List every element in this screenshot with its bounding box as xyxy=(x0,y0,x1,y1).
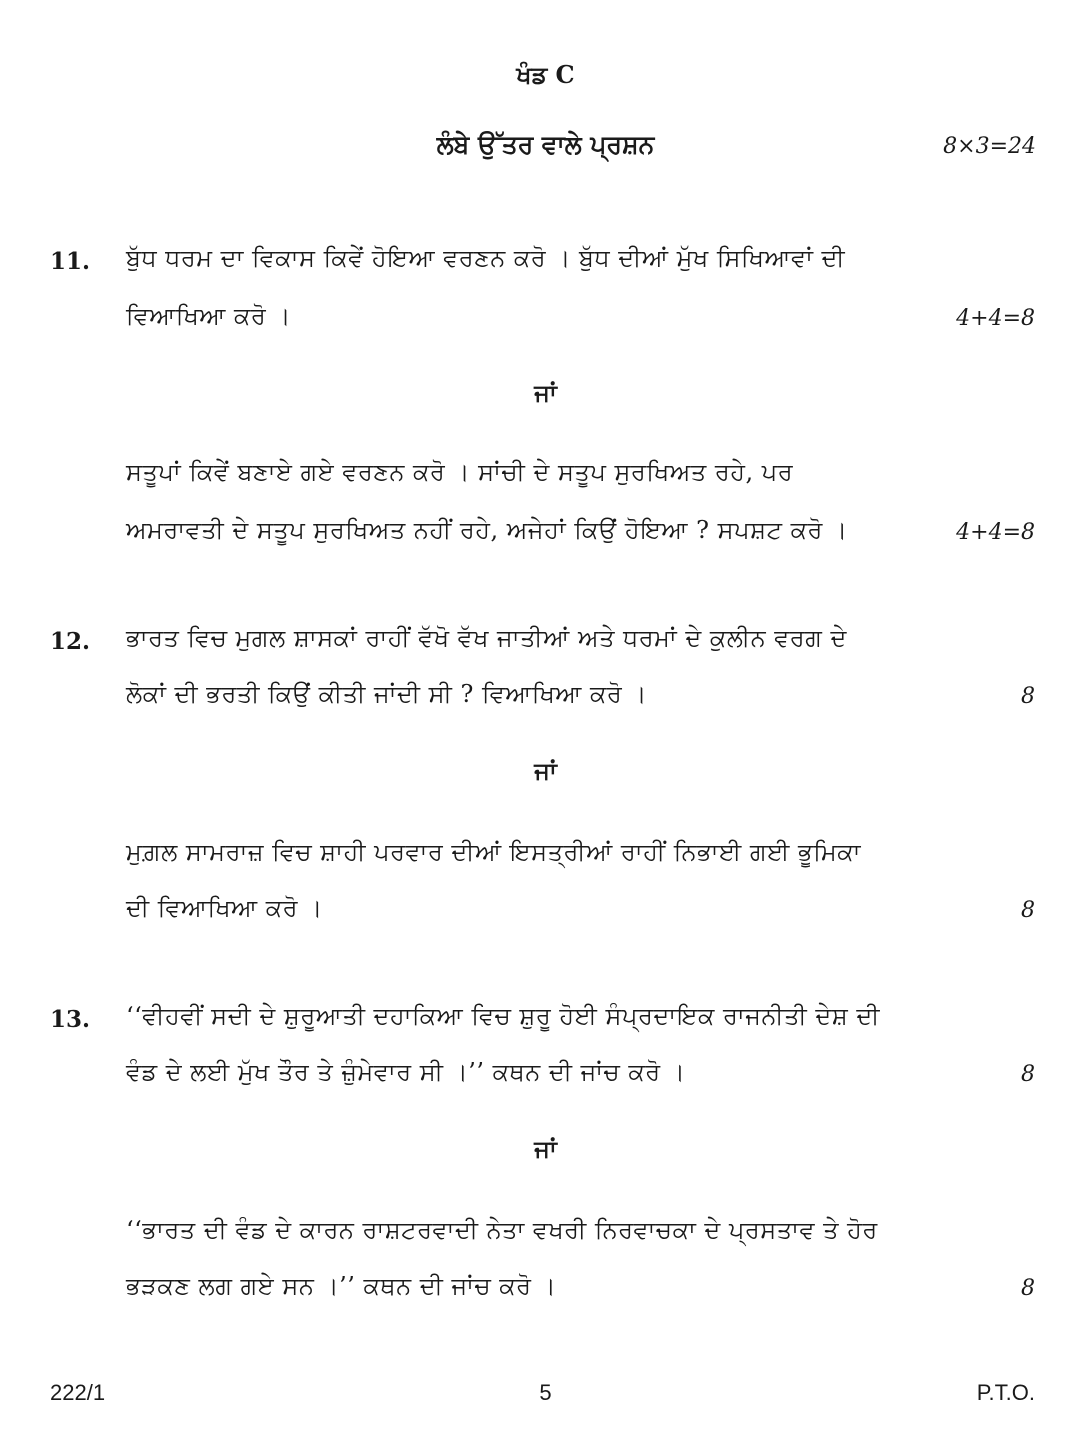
q13-b-line1: ‘‘ਭਾਰਤ ਦੀ ਵੰਡ ਦੇ ਕਾਰਨ ਰਾਸ਼ਟਰਵਾਦੀ ਨੇਤਾ ਵਖਰੀ ਨਿਰਵਾਚਕਾ ਦੇ ਪ੍ਰਸਤਾਵ ਤੇ ਹੋਰ xyxy=(126,1216,878,1244)
q12-b-line2: ਦੀ ਵਿਆਖਿਆ ਕਰੋ । xyxy=(126,894,323,922)
q13-a-line1: ‘‘ਵੀਹਵੀਂ ਸਦੀ ਦੇ ਸ਼ੁਰੂਆਤੀ ਦਹਾਕਿਆ ਵਿਚ ਸ਼ੁਰੂ ਹੋਈ ਸੰਪ੍ਰਦਾਇਕ ਰਾਜਨੀਤੀ ਦੇਸ਼ ਦੀ xyxy=(126,1002,880,1030)
q13-b-line2: ਭੜਕਣ ਲਗ ਗਏ ਸਨ ।’’ ਕਥਨ ਦੀ ਜਾਂਚ ਕਰੋ । xyxy=(126,1272,557,1300)
q11-b-line1: ਸਤੂਪਾਂ ਕਿਵੇਂ ਬਣਾਏ ਗਏ ਵਰਣਨ ਕਰੋ । ਸਾਂਚੀ ਦੇ ਸਤੂਪ ਸੁਰਖਿਅਤ ਰਹੇ, ਪਰ xyxy=(126,458,794,486)
pto-label: P.T.O. xyxy=(976,1380,1035,1405)
q13-b-marks: 8 xyxy=(1021,1276,1035,1301)
or-divider-13: ਜਾਂ xyxy=(534,1134,557,1163)
q11-a-line2: ਵਿਆਖਿਆ ਕਰੋ । xyxy=(126,302,292,330)
paper-code: 222/1 xyxy=(50,1380,106,1405)
q13-a-line2: ਵੰਡ ਦੇ ਲਈ ਮੁੱਖ ਤੌਰ ਤੇ ਜ਼ੁੰਮੇਵਾਰ ਸੀ ।’’ ਕਥਨ ਦੀ ਜਾਂਚ ਕਰੋ । xyxy=(126,1058,686,1086)
or-divider-12: ਜਾਂ xyxy=(534,756,557,785)
q11-a-marks: 4+4=8 xyxy=(956,306,1035,331)
total-marks: 8×3=24 xyxy=(943,134,1036,159)
or-divider-11: ਜਾਂ xyxy=(534,378,557,407)
q12-b-marks: 8 xyxy=(1021,898,1035,923)
question-number-12: 12. xyxy=(50,628,91,655)
q11-a-line1: ਬੁੱਧ ਧਰਮ ਦਾ ਵਿਕਾਸ ਕਿਵੇਂ ਹੋਇਆ ਵਰਣਨ ਕਰੋ । ਬੁੱਧ ਦੀਆਂ ਮੁੱਖ ਸਿਖਿਆਵਾਂ ਦੀ xyxy=(126,244,846,272)
q12-a-line2: ਲੋਕਾਂ ਦੀ ਭਰਤੀ ਕਿਉਂ ਕੀਤੀ ਜਾਂਦੀ ਸੀ ? ਵਿਆਖਿਆ ਕਰੋ । xyxy=(126,680,648,708)
question-number-11: 11. xyxy=(50,248,91,275)
q13-a-marks: 8 xyxy=(1021,1062,1035,1087)
section-heading: ਲੰਬੇ ਉੱਤਰ ਵਾਲੇ ਪ੍ਰਸ਼ਨ xyxy=(436,130,655,159)
q12-a-marks: 8 xyxy=(1021,684,1035,709)
question-number-13: 13. xyxy=(50,1006,91,1033)
section-label: ਖੰਡ C xyxy=(516,60,575,89)
q11-b-line2: ਅਮਰਾਵਤੀ ਦੇ ਸਤੂਪ ਸੁਰਖਿਅਤ ਨਹੀਂ ਰਹੇ, ਅਜੇਹਾਂ ਕਿਉਂ ਹੋਇਆ ? ਸਪਸ਼ਟ ਕਰੋ । xyxy=(126,516,848,544)
page-number: 5 xyxy=(539,1380,552,1405)
q12-a-line1: ਭਾਰਤ ਵਿਚ ਮੁਗਲ ਸ਼ਾਸਕਾਂ ਰਾਹੀਂ ਵੱਖੋ ਵੱਖ ਜਾਤੀਆਂ ਅਤੇ ਧਰਮਾਂ ਦੇ ਕੁਲੀਨ ਵਰਗ ਦੇ xyxy=(126,624,847,652)
q12-b-line1: ਮੁਗ਼ਲ ਸਾਮਰਾਜ਼ ਵਿਚ ਸ਼ਾਹੀ ਪਰਵਾਰ ਦੀਆਂ ਇਸਤ੍ਰੀਆਂ ਰਾਹੀਂ ਨਿਭਾਈ ਗਈ ਭੂਮਿਕਾ xyxy=(126,838,861,866)
q11-b-marks: 4+4=8 xyxy=(956,520,1035,545)
